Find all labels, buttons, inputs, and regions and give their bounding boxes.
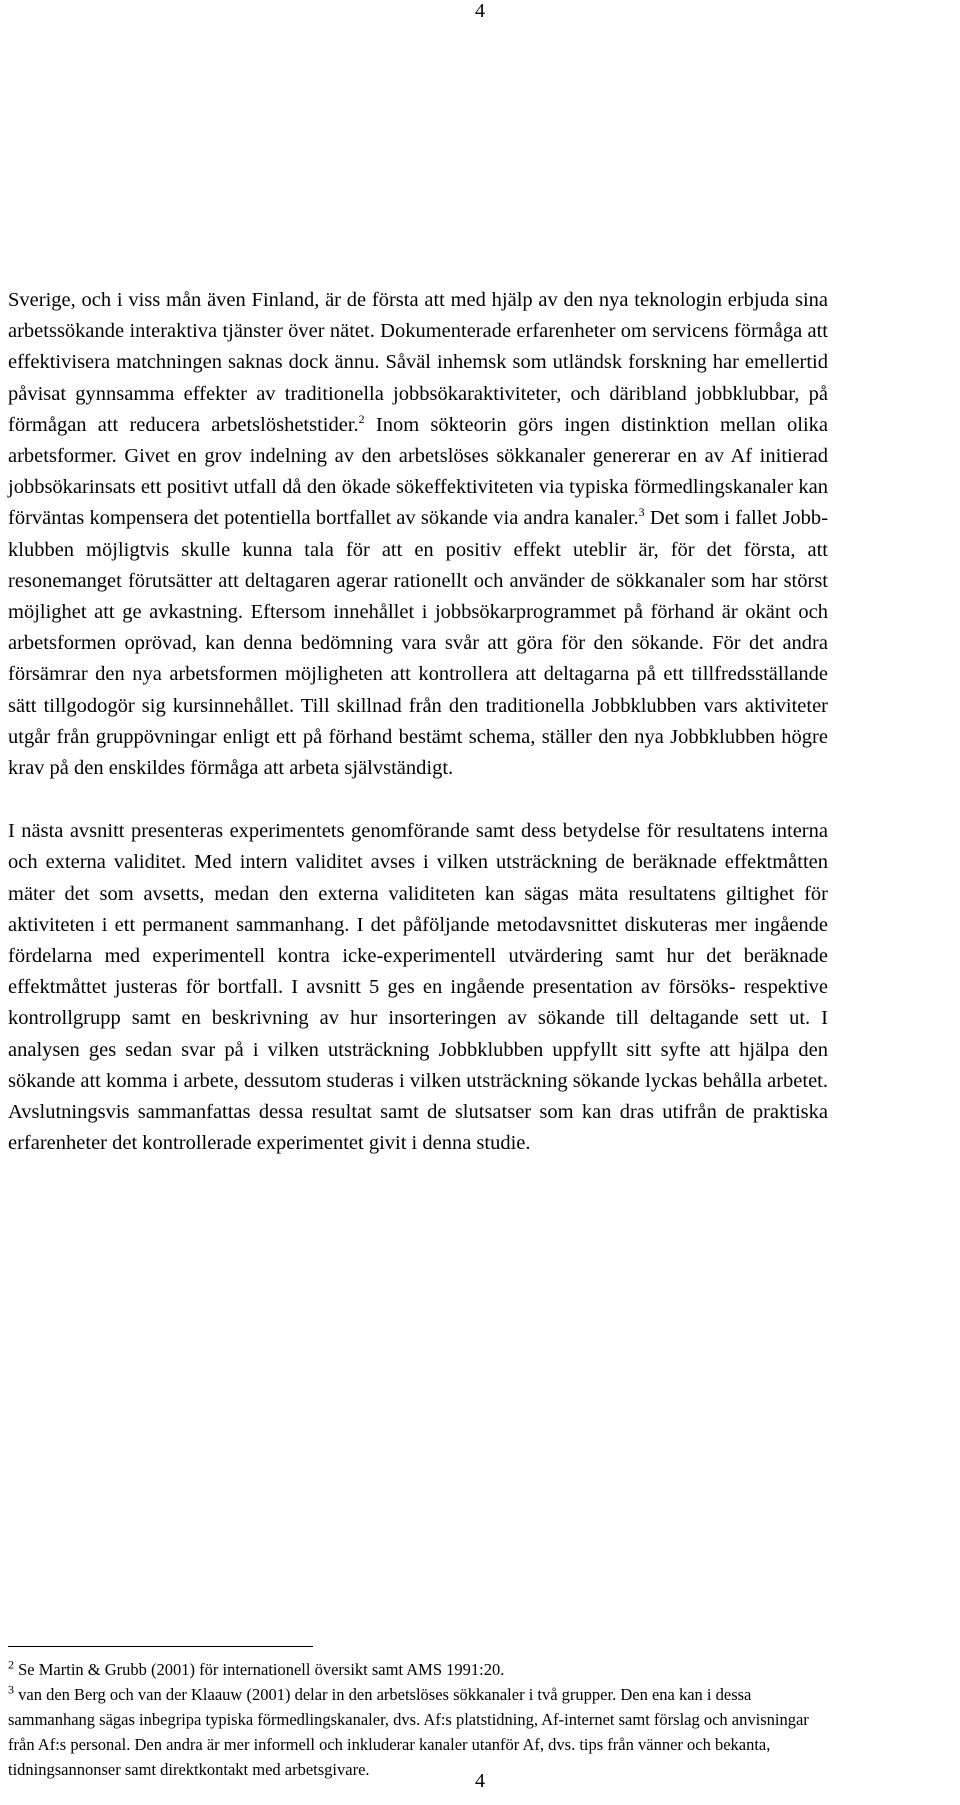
footnote-3: [8, 1682, 828, 1782]
footnote-2: [8, 1657, 828, 1682]
paragraph-1-segment-1: Sverige, och i viss mån även Finland, är de första att med hjälp av den nya teknologin erbjuda sina arbetssökande interaktiva tjänster över nätet. Dokumenterade erfarenheter om servicens förmåga att effektivisera matchningen saknas dock ännu. Såväl inhemsk som utländsk forskning har emellertid påvisat gynnsamma effekter av traditionella jobbsökaraktiviteter, och däribland jobbklubbar, på förmågan att reducera arbetslöshetstider.: [8, 289, 828, 436]
paragraph-1-segment-2: Inom sökteorin görs ingen distinktion mellan olika arbetsformer. Givet en grov indelning av den arbetslöses sökkanaler genererar en av Af initierad jobbsökarinsats ett positivt utfall då den ökade sökeffektiviteten via typiska förmedlingskanaler kan förväntas kompensera det potentiella bortfallet av sökande via andra kanaler.: [8, 413, 828, 530]
paragraph-1-segment-3: Det som i fallet Jobbklubben möjligtvis skulle kunna tala för att en positiv effekt uteblir är, för det första, att resonemanget förutsätter att deltagaren agerar rationellt och använder de sökkanaler som har störst möjlighet att ge avkastning. Eftersom innehållet i jobbsökarprogrammet på förhand är okänt och arbetsformen oprövad, kan denna bedömning vara svår att göra för den sökande. För det andra försämrar den nya arbetsformen möjligheten att kontrollera att deltagarna på ett tillfredsställande sätt tillgodogör sig kursinnehållet. Till skillnad från den traditionella Jobbklubben vars aktiviteter utgår från gruppövningar enligt ett på förhand bestämt schema, ställer den nya Jobbklubben högre krav på den enskildes förmåga att arbeta självständigt.: [8, 507, 829, 780]
body-text: [8, 285, 828, 1159]
footnote-text: van den Berg och van der Klaauw (2001) delar in den arbetslöses sökkanaler i två grupper. Den ena kan i dessa sammanhang sägas inbegripa typiska förmedlingskanaler, dvs. Af:s platstidning, Af-internet samt förslag och anvisningar från Af:s personal. Den andra är mer informell och inkluderar kanaler utanför Af, dvs. tips från vänner och bekanta, tidningsannonser samt direktkontakt med arbetsgivare.: [8, 1685, 809, 1779]
footnotes: [8, 1657, 828, 1782]
footnote-ref-3[interactable]: 3: [638, 505, 645, 520]
page-number-bottom: 4: [475, 1770, 485, 1792]
footnote-ref-2[interactable]: 2: [358, 411, 365, 426]
paragraph-1: [8, 285, 828, 784]
footnote-number: 2: [8, 1657, 14, 1672]
footnote-text: Se Martin & Grubb (2001) för internationell översikt samt AMS 1991:20.: [18, 1660, 505, 1679]
footnote-number: 3: [8, 1682, 14, 1697]
page-number-top: 4: [475, 0, 485, 22]
footnote-divider: [8, 1646, 313, 1647]
paragraph-2: I nästa avsnitt presenteras experimentets genomförande samt dess betydelse för resultatens interna och externa validitet. Med intern validitet avses i vilken utsträckning de beräknade effektmåtten mäter det som avsetts, medan den externa validiteten kan sägas mäta resultatens giltighet för aktiviteten i ett permanent sammanhang. I det påföljande metodavsnittet diskuteras mer ingående fördelarna med experimentell kontra icke-experimentell utvärdering samt hur det beräknade effektmåttet justeras för bortfall. I avsnitt 5 ges en ingående presentation av försöks- respektive kontrollgrupp samt en beskrivning av hur insorteringen av sökande till deltagande sett ut. I analysen ges sedan svar på i vilken utsträckning Jobbklubben uppfyllt sitt syfte att hjälpa den sökande att komma i arbete, dessutom studeras i vilken utsträckning sökande lyckas behålla arbetet. Avslutningsvis sammanfattas dessa resultat samt de slutsatser som kan dras utifrån de praktiska erfarenheter det kontrollerade experimentet givit i denna studie.: [8, 820, 828, 1155]
